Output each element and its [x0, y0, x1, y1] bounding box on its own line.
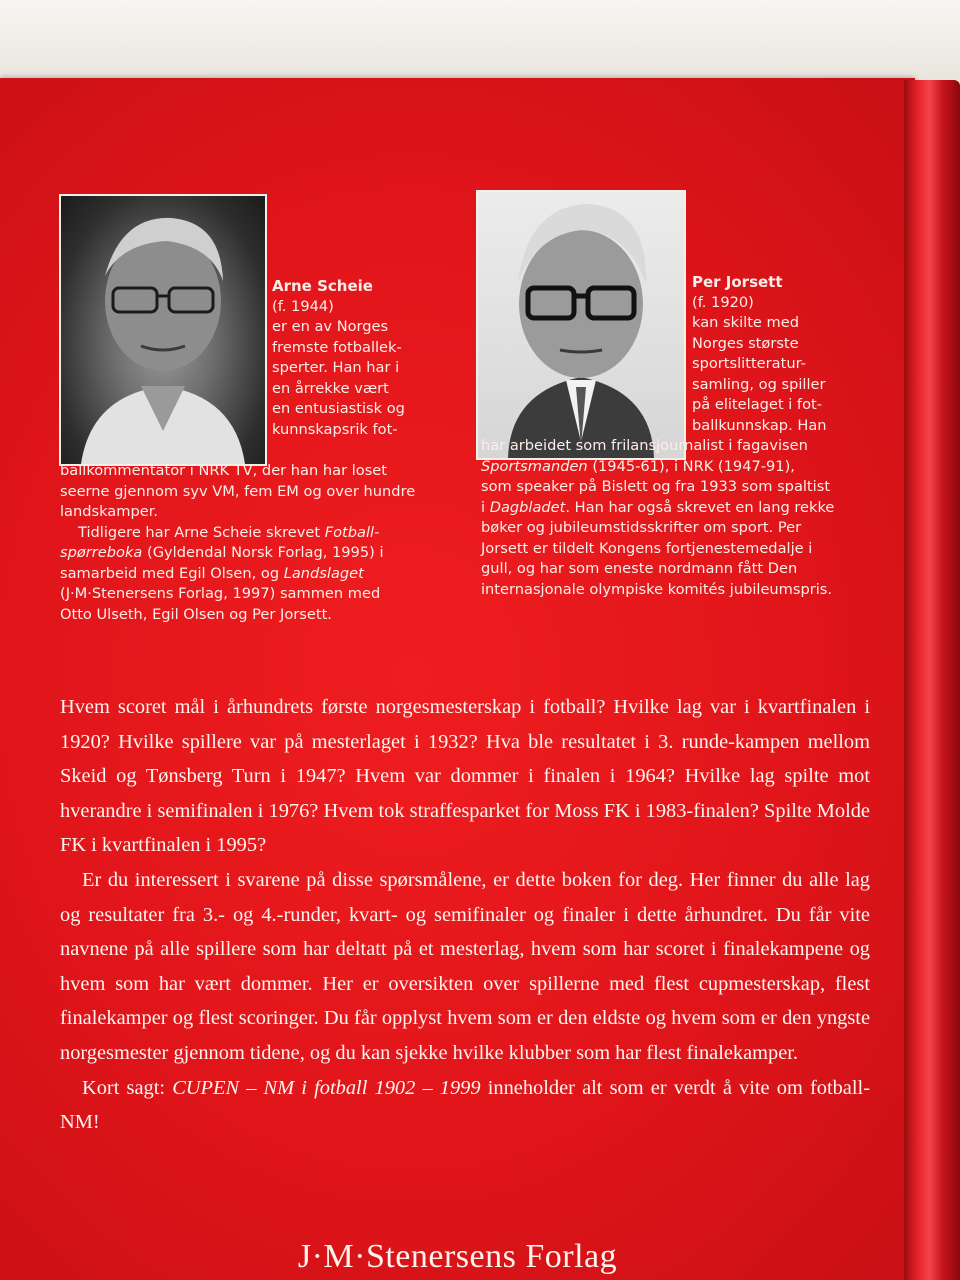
portrait-illustration	[478, 192, 684, 458]
bio-line: Jorsett er tildelt Kongens fortjenestemedalje i	[481, 539, 813, 557]
bio-line: samling, og spiller	[692, 375, 826, 393]
bio-line: kan skilte med	[692, 314, 799, 331]
author-name-scheie: Arne Scheie	[272, 277, 373, 295]
bio-line: ballkommentator i NRK TV, der han har loset	[60, 462, 388, 479]
description-paragraph-3: Kort sagt: CUPEN – NM i fotball 1902 – 1999 inneholder alt som er verdt å vite om fotball-NM!	[60, 1076, 870, 1134]
bio-line: som speaker på Bislett og fra 1933 som spaltist	[481, 478, 831, 495]
bio-line: sportslitteratur-	[692, 355, 806, 372]
book-title: CUPEN – NM i fotball 1902 – 1999	[172, 1076, 481, 1099]
bio-line: ballkunnskap. Han	[692, 416, 827, 434]
bio-line: (J·M·Stenersens Forlag, 1997) sammen med	[60, 585, 381, 602]
author-born-scheie: (f. 1944)	[272, 297, 334, 315]
author-name-jorsett: Per Jorsett	[692, 273, 783, 291]
bio-line: spørreboka (Gyldendal Norsk Forlag, 1995) i	[60, 544, 384, 561]
photo-arne-scheie	[59, 194, 267, 466]
description-paragraph-1: Hvem scoret mål i århundrets første norgesmesterskap i fotball? Hvilke lag var i kvartfinalen i 1920? Hvilke spillere var på mesterlaget i 1932? Hva ble resultatet i 3. runde-kampen mellom Skeid og Tønsberg Turn i 1947? Hvem var dommer i finalen i 1964? Hvilke lag spilte mot hverandre i semifinalen i 1976? Hvem tok straffesparket for Moss FK i 1983-finalen? Spilte Molde FK i kvartfinalen i 1995?	[60, 696, 870, 857]
bio-line: seerne gjennom syv VM, fem EM og over hundre	[60, 482, 416, 500]
portrait-illustration	[61, 196, 265, 464]
bio-line: i Dagbladet. Han har også skrevet en lang rekke	[481, 498, 835, 516]
bio-line: kunnskapsrik fot-	[272, 420, 398, 438]
book-spine	[904, 80, 960, 1280]
bio-line: Sportsmanden (1945-61), i NRK (1947-91),	[481, 457, 795, 475]
bio-line: internasjonale olympiske komités jubileumspris.	[481, 580, 833, 598]
publisher-name: J·M·Stenersens Forlag	[297, 1238, 618, 1275]
bio-line: en entusiastisk og	[272, 400, 405, 417]
bio-line: Norges største	[692, 334, 799, 352]
background-surface	[0, 0, 960, 80]
description-paragraph-2: Er du interessert i svarene på disse spørsmålene, er dette boken for deg. Her finner du alle lag og resultater fra 3.- og 4.-runder, kvart- og semifinaler og finaler i dette århundret. Du får vite navnene på alle spillere som har deltatt på et mesterlag, hvem som har scoret i finalekampene og hvem som har vært dommer. Her er oversikten over spillerne med flest cupmesterskap, flest finalekamper og flest scoringer. Du får opplyst hvem som er den eldste og hvem som er den yngste norgesmester gjennom tidene, og du kan sjekke hvilke klubber som har flest finalekamper.	[60, 868, 870, 1064]
bio-line: har arbeidet som frilansjournalist i fagavisen	[481, 437, 808, 454]
scheie-bio-header	[272, 276, 452, 440]
bio-line: landskamper.	[60, 503, 159, 520]
jorsett-bio-header	[692, 272, 867, 436]
jorsett-bio-body	[481, 436, 871, 600]
bio-line: sperter. Han har i	[272, 359, 400, 376]
bio-line: Tidligere har Arne Scheie skrevet Fotball-	[78, 523, 380, 541]
bio-line: på elitelaget i fot-	[692, 396, 822, 413]
book-description	[60, 690, 870, 1140]
bio-line: samarbeid med Egil Olsen, og Landslaget	[60, 564, 364, 582]
photo-per-jorsett	[476, 190, 686, 460]
bio-line: fremste fotballek-	[272, 338, 402, 356]
bio-line: Otto Ulseth, Egil Olsen og Per Jorsett.	[60, 605, 332, 623]
bio-line: er en av Norges	[272, 318, 389, 335]
bio-line: en årrekke vært	[272, 379, 389, 397]
author-born-jorsett: (f. 1920)	[692, 293, 754, 311]
scheie-bio-body	[60, 461, 452, 625]
bio-line: bøker og jubileumstidsskrifter om sport. Per	[481, 519, 802, 536]
bio-line: gull, og har som eneste nordmann fått Den	[481, 560, 798, 577]
